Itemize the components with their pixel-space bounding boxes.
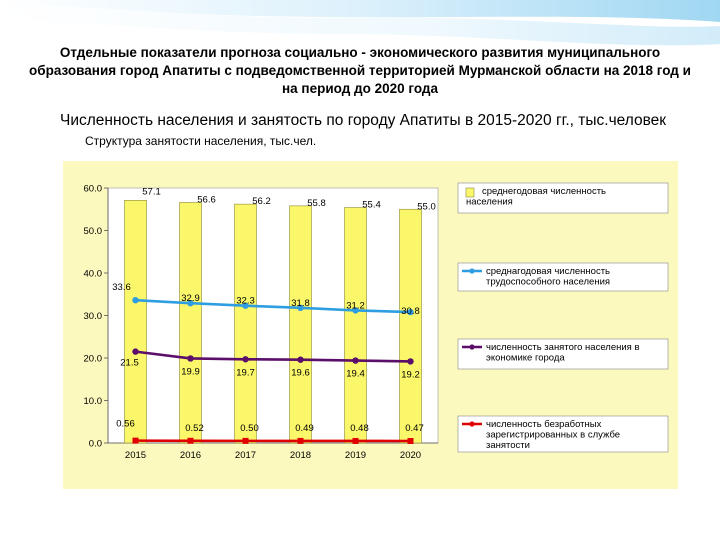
series-marker-3: [243, 438, 249, 444]
series-marker-2: [407, 358, 413, 364]
line-data-label: 31.8: [291, 297, 310, 309]
line-data-label: 19.9: [181, 366, 200, 378]
bar-data-label: 56.2: [252, 196, 271, 208]
bar-data-label: 57.1: [142, 186, 161, 198]
legend-swatch-marker: [469, 268, 474, 273]
y-tick-label: 20.0: [83, 353, 102, 365]
line-data-label: 0.52: [185, 422, 204, 434]
line-data-label: 0.49: [295, 422, 314, 434]
series-marker-2: [297, 357, 303, 363]
chart-caption: Структура занятости населения, тыс.чел.: [85, 134, 317, 148]
bar-data-label: 55.8: [307, 197, 326, 209]
legend-label-line: зарегистрированных в службе: [486, 429, 621, 441]
bar-2020: [400, 209, 422, 443]
line-data-label: 30.8: [401, 306, 420, 318]
employment-chart: [63, 161, 678, 489]
legend-label-line: занятости: [486, 440, 530, 451]
legend-label-line: трудоспособного населения: [486, 276, 611, 288]
x-tick-label: 2016: [179, 450, 202, 461]
line-data-label: 32.3: [236, 295, 255, 307]
legend-label: [486, 266, 610, 288]
series-marker-2: [132, 348, 138, 354]
bar-2017: [235, 204, 257, 443]
series-marker-3: [408, 438, 414, 444]
bar-data-label: 55.0: [417, 201, 436, 213]
bar-data-label: 56.6: [197, 194, 216, 206]
y-tick-label: 50.0: [83, 226, 102, 237]
line-data-label: 21.5: [120, 357, 139, 369]
legend-label-line: численность занятого населения в: [486, 342, 640, 353]
bar-2015: [125, 200, 147, 443]
x-tick-label: 2020: [399, 450, 422, 461]
x-tick-label: 2019: [344, 450, 367, 461]
x-tick-label: 2017: [234, 450, 257, 461]
legend-label-line: среднегодовая численность: [482, 186, 607, 197]
series-marker-2: [352, 357, 358, 363]
line-data-label: 19.4: [346, 368, 365, 380]
line-data-label: 19.2: [401, 369, 420, 381]
line-data-label: 0.48: [350, 422, 369, 434]
line-data-label: 0.56: [116, 418, 135, 430]
line-data-label: 19.6: [291, 367, 310, 379]
series-marker-3: [353, 438, 359, 444]
y-tick-label: 30.0: [83, 311, 102, 322]
series-marker-3: [188, 438, 194, 444]
y-tick-label: 60.0: [83, 183, 102, 195]
series-marker-3: [298, 438, 304, 444]
line-data-label: 33.6: [112, 282, 131, 294]
legend-swatch-marker: [469, 421, 474, 426]
line-data-label: 32.9: [181, 293, 200, 305]
series-marker-3: [133, 438, 139, 444]
bar-data-label: 55.4: [362, 199, 381, 211]
y-tick-label: 40.0: [83, 268, 102, 280]
line-data-label: 0.47: [405, 423, 424, 435]
plot-area: [108, 188, 438, 443]
line-data-label: 31.2: [346, 300, 365, 312]
legend-label-line: экономике города: [486, 352, 565, 364]
bar-2016: [180, 202, 202, 443]
legend-swatch-marker: [469, 344, 474, 349]
x-tick-label: 2015: [124, 450, 147, 461]
page-subtitle: Численность населения и занятость по городу Апатиты в 2015-2020 гг., тыс.человек: [60, 112, 667, 129]
bar-2018: [290, 206, 312, 443]
legend-label-line: населения: [466, 196, 513, 208]
y-tick-label: 0.0: [88, 438, 102, 450]
series-marker-2: [242, 356, 248, 362]
x-tick-label: 2018: [289, 450, 312, 461]
line-data-label: 0.50: [240, 422, 259, 434]
legend-label-line: среднагодовая численность: [486, 266, 611, 277]
series-marker-2: [187, 355, 193, 361]
y-tick-label: 10.0: [83, 396, 102, 407]
legend-label-line: численность безработных: [486, 419, 602, 430]
line-data-label: 19.7: [236, 367, 255, 379]
series-marker-1: [132, 297, 138, 303]
bar-2019: [345, 208, 367, 443]
chart-area: [63, 161, 678, 489]
page-title: Отдельные показатели прогноза социально - экономического развития муниципального образования город Апатиты с подведомственной территорией Мурманской области на 2018 год и на период до 2020 года: [29, 45, 691, 96]
